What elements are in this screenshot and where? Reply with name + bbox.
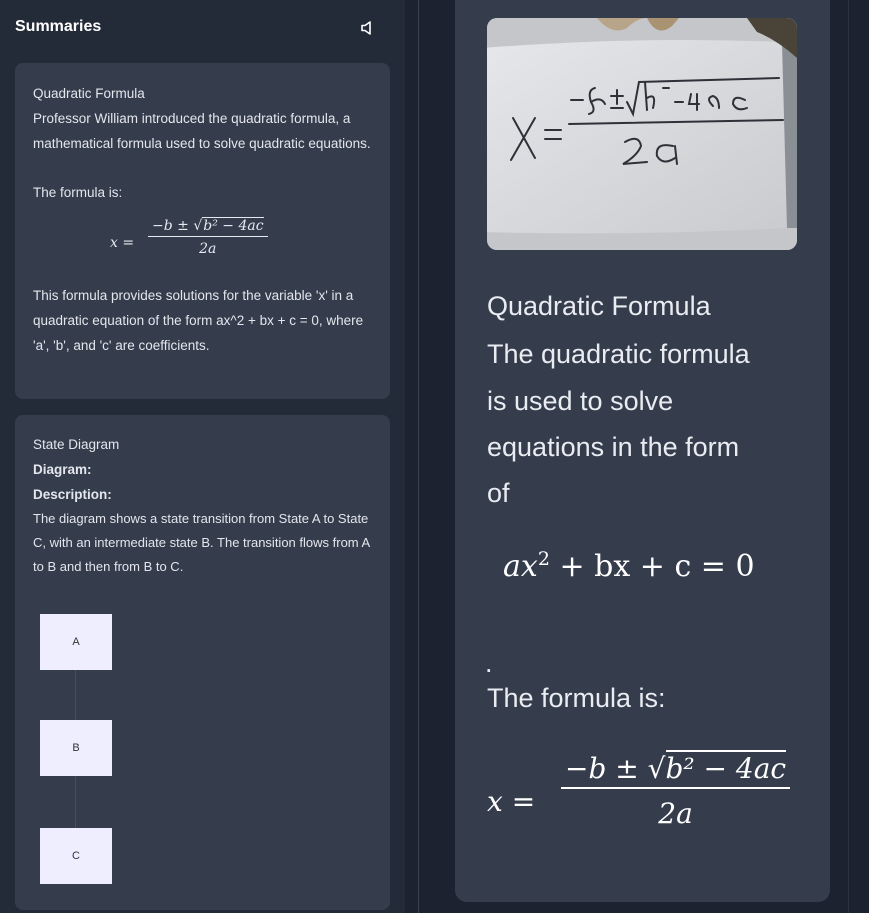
- detail-numerator-prefix: −b ± √: [565, 752, 666, 785]
- detail-line-1: The quadratic formula: [487, 339, 750, 369]
- edge-a-b: [75, 670, 76, 720]
- whiteboard-photo: [487, 18, 797, 250]
- edge-b-c: [75, 776, 76, 828]
- detail-line-4: of: [487, 478, 510, 508]
- summary-detail-panel: [455, 0, 830, 902]
- formula-fraction: [148, 218, 268, 257]
- summaries-panel: [0, 0, 405, 913]
- detail-line-2: is used to solve: [487, 386, 674, 416]
- detail-period: .: [485, 648, 493, 678]
- detail-equation: $ax^2$ + bx + c = 0: [503, 548, 755, 584]
- summary-title: Quadratic Formula: [33, 86, 145, 101]
- panel-divider: [418, 0, 419, 913]
- formula-radicand: b² − 4ac: [203, 218, 264, 234]
- summary-card-state-diagram[interactable]: [15, 415, 390, 910]
- detail-radicand: b² − 4ac: [665, 752, 787, 785]
- summary-card-quadratic[interactable]: [15, 63, 390, 399]
- state-node-b: B: [40, 720, 112, 776]
- summaries-header: [0, 0, 405, 52]
- state-node-a: A: [40, 614, 112, 670]
- detail-title: Quadratic Formula: [487, 291, 711, 321]
- detail-denominator: 2a: [658, 797, 693, 830]
- diagram-title: State Diagram: [33, 437, 120, 452]
- formula-label: The formula is:: [33, 185, 123, 200]
- diagram-description: The diagram shows a state transition from State A to State C, with an intermediate state B. The transition flows from A to B and then from B to C.: [33, 511, 370, 574]
- speaker-button[interactable]: [356, 17, 378, 39]
- whiteboard-image: [487, 18, 797, 250]
- state-node-c: C: [40, 828, 112, 884]
- summary-explanation: This formula provides solutions for the variable 'x' in a quadratic equation of the form ax^2 + bx + c = 0, where 'a', 'b', and 'c' are coefficients.: [33, 288, 364, 353]
- diagram-label: Diagram:: [33, 462, 92, 477]
- summaries-title: Summaries: [15, 18, 102, 35]
- formula-numerator-prefix: −b ± √: [152, 218, 203, 234]
- description-label: Description:: [33, 487, 112, 502]
- summary-intro: Professor William introduced the quadratic formula, a mathematical formula used to solve quadratic equations.: [33, 111, 371, 151]
- formula-denominator: 2a: [199, 241, 217, 257]
- formula-lhs: x =: [110, 235, 135, 251]
- detail-line-3: equations in the form: [487, 432, 740, 462]
- quadratic-formula: [110, 218, 310, 268]
- detail-formula-lhs: x =: [487, 785, 536, 818]
- detail-formula-label: The formula is:: [487, 683, 666, 713]
- detail-formula-fraction: [561, 752, 790, 830]
- detail-formula: [487, 752, 827, 852]
- speaker-icon: [360, 20, 374, 36]
- scroll-edge: [848, 0, 849, 913]
